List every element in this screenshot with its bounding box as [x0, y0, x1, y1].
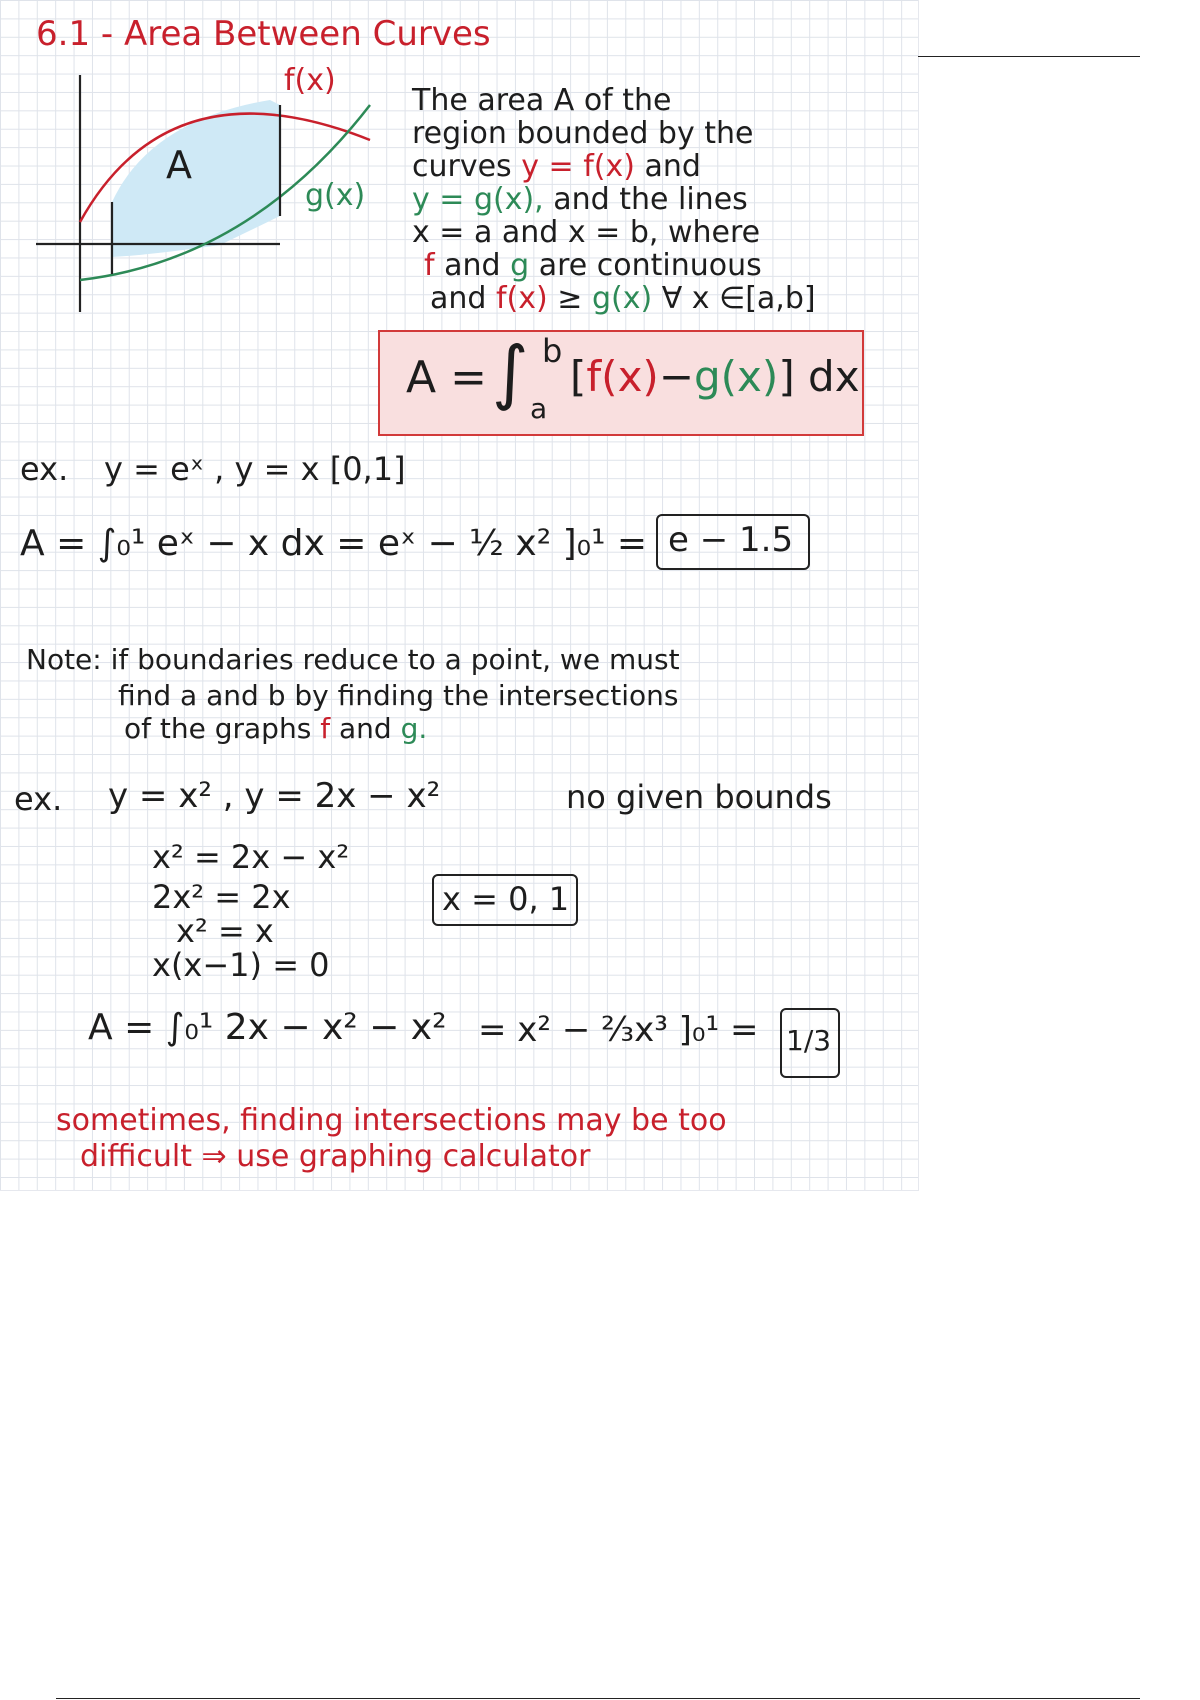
example2-roots: x = 0, 1: [442, 880, 570, 918]
definition-line-2: region bounded by the: [412, 116, 754, 151]
formula-lower-limit: a: [530, 392, 548, 425]
example1-work: A = ∫₀¹ eˣ − x dx = eˣ − ½ x² ]₀¹ =: [20, 523, 648, 564]
bottom-rule: [56, 1698, 1140, 1699]
tip-line-1: sometimes, finding intersections may be too: [56, 1103, 727, 1138]
definition-line-7: and f(x) ≥ g(x) ∀ x ∈[a,b]: [430, 281, 816, 316]
f-curve-label: f(x): [284, 63, 336, 98]
example1-answer: e − 1.5: [668, 520, 794, 560]
note-line-3: of the graphs f and g.: [124, 712, 428, 745]
tip-line-2: difficult ⇒ use graphing calculator: [80, 1139, 591, 1174]
example2-result: = x² − ⅔x³ ]₀¹ =: [478, 1010, 759, 1050]
definition-line-1: The area A of the: [412, 83, 672, 118]
example2-problem: y = x² , y = 2x − x²: [108, 776, 441, 816]
example2-answer: 1/3: [786, 1024, 832, 1057]
example2-roots-box: [432, 874, 578, 926]
formula-lhs: A =: [406, 352, 487, 403]
g-curve-label: g(x): [305, 178, 366, 213]
example2-answer-box: [780, 1008, 840, 1078]
definition-line-3: curves y = f(x) and: [412, 149, 701, 184]
top-rule: [918, 56, 1140, 57]
definition-line-4: y = g(x), and the lines: [412, 182, 748, 217]
page-title: 6.1 - Area Between Curves: [36, 14, 491, 54]
example1-problem: y = eˣ , y = x [0,1]: [104, 450, 406, 488]
shaded-area-region: [112, 100, 280, 257]
area-formula-box: [378, 330, 864, 436]
example2-step-1: x² = 2x − x²: [152, 838, 350, 876]
area-between-curves-graph: [30, 60, 385, 320]
example1-label: ex.: [20, 450, 69, 488]
area-label: A: [166, 143, 192, 187]
example2-integral: A = ∫₀¹ 2x − x² − x²: [88, 1007, 447, 1048]
note-line-1: Note: if boundaries reduce to a point, we must: [26, 643, 680, 676]
definition-line-5: x = a and x = b, where: [412, 215, 761, 250]
example1-answer-box: [656, 514, 810, 570]
example2-label: ex.: [14, 780, 63, 818]
example2-step-4: x(x−1) = 0: [152, 946, 330, 984]
formula-upper-limit: b: [542, 332, 563, 370]
note-line-2: find a and b by finding the intersections: [118, 679, 679, 712]
example2-bounds-note: no given bounds: [566, 778, 832, 816]
example2-step-2: 2x² = 2x: [152, 878, 291, 916]
example2-step-3: x² = x: [176, 912, 274, 950]
formula-integral-sign: ∫: [492, 331, 529, 413]
definition-line-6: f and g are continuous: [424, 248, 762, 283]
formula-integrand: [f(x)−g(x)] dx: [570, 352, 860, 401]
